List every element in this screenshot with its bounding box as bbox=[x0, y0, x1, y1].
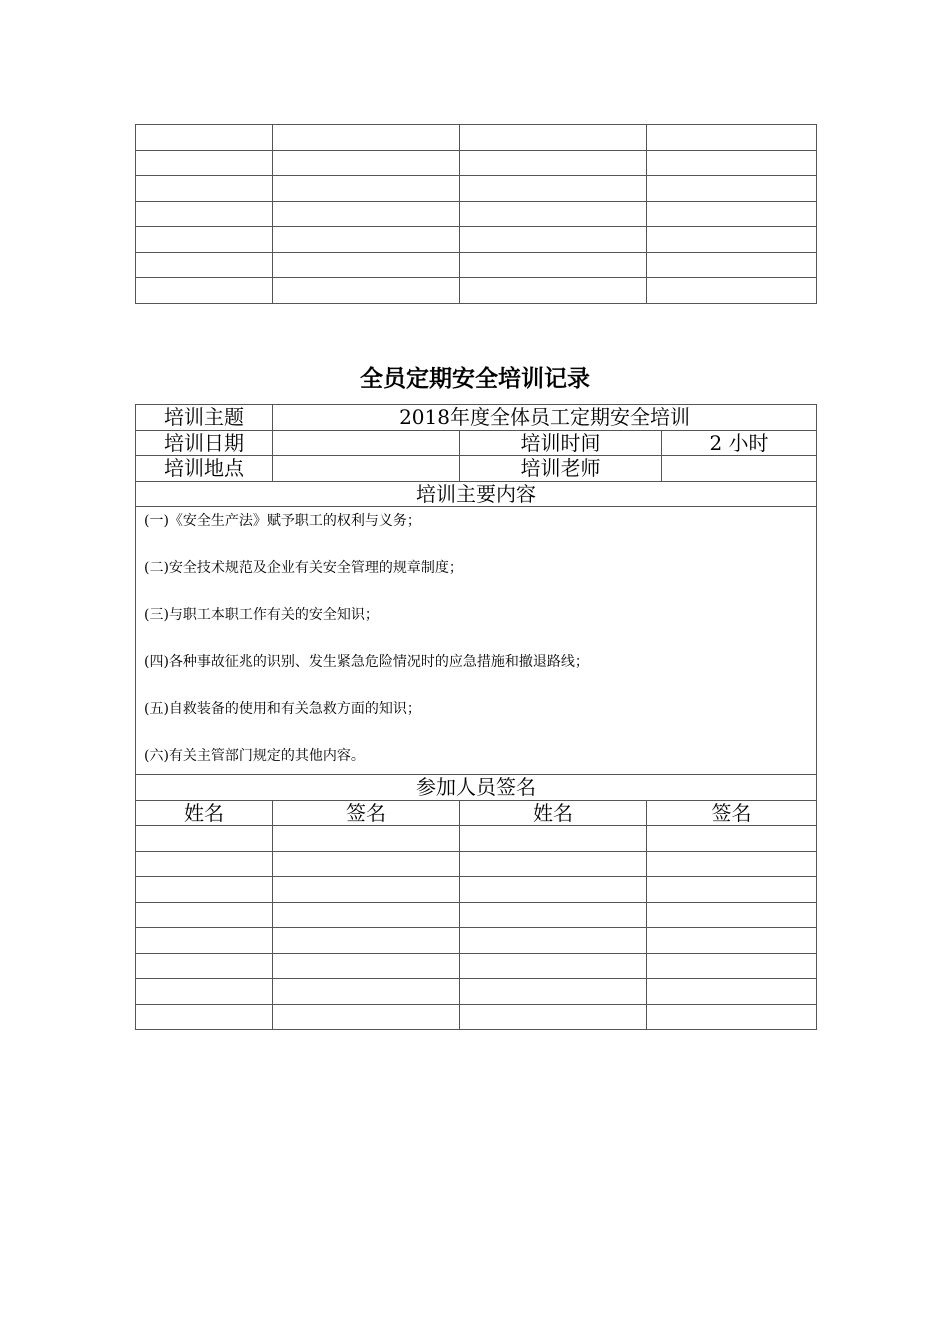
signature-column-header: 姓名 bbox=[136, 800, 273, 826]
signature-cell[interactable] bbox=[460, 150, 647, 176]
signature-header-row bbox=[136, 775, 817, 801]
signature-cell[interactable] bbox=[647, 252, 817, 278]
signature-cell[interactable] bbox=[273, 252, 460, 278]
table-row bbox=[136, 252, 817, 278]
signature-cell[interactable] bbox=[136, 252, 273, 278]
signature-cell[interactable] bbox=[460, 125, 647, 151]
signature-cell[interactable] bbox=[136, 201, 273, 227]
signature-cell[interactable] bbox=[647, 125, 817, 151]
content-item: (四)各种事故征兆的识别、发生紧急危险情况时的应急措施和撤退路线； bbox=[144, 654, 589, 670]
date-time-row bbox=[136, 430, 817, 456]
signature-cell[interactable] bbox=[460, 979, 647, 1005]
signature-header: 参加人员签名 bbox=[136, 775, 817, 801]
signature-cell[interactable] bbox=[136, 1004, 273, 1030]
signature-cell[interactable] bbox=[460, 928, 647, 954]
place-value bbox=[273, 456, 460, 482]
topic-value: 2018年度全体员工定期安全培训 bbox=[273, 405, 817, 431]
content-row bbox=[136, 507, 817, 775]
content-item: (六)有关主管部门规定的其他内容。 bbox=[144, 748, 365, 764]
teacher-label: 培训老师 bbox=[460, 456, 662, 482]
signature-cell[interactable] bbox=[136, 928, 273, 954]
content-item: (一)《安全生产法》赋予职工的权利与义务； bbox=[144, 513, 421, 529]
signature-cell[interactable] bbox=[647, 826, 817, 852]
content-item: (五)自救装备的使用和有关急救方面的知识； bbox=[144, 701, 421, 717]
signature-cell[interactable] bbox=[136, 227, 273, 253]
signature-cell[interactable] bbox=[273, 227, 460, 253]
signature-cell[interactable] bbox=[273, 150, 460, 176]
signature-cell[interactable] bbox=[460, 176, 647, 202]
signature-cell[interactable] bbox=[136, 953, 273, 979]
date-value bbox=[273, 430, 460, 456]
table-row bbox=[136, 201, 817, 227]
signature-cell[interactable] bbox=[273, 278, 460, 304]
table-row bbox=[136, 150, 817, 176]
place-label: 培训地点 bbox=[136, 456, 273, 482]
signature-column-header: 签名 bbox=[273, 800, 460, 826]
signature-cell[interactable] bbox=[273, 1004, 460, 1030]
signature-cell[interactable] bbox=[136, 150, 273, 176]
signature-cell[interactable] bbox=[460, 227, 647, 253]
place-teacher-row bbox=[136, 456, 817, 482]
signature-cell[interactable] bbox=[647, 851, 817, 877]
table-row bbox=[136, 877, 817, 903]
signature-cell[interactable] bbox=[273, 826, 460, 852]
continued-signature-table-body bbox=[136, 125, 817, 304]
table-row bbox=[136, 125, 817, 151]
table-row bbox=[136, 278, 817, 304]
signature-column-header: 签名 bbox=[647, 800, 817, 826]
teacher-value bbox=[662, 456, 817, 482]
signature-cell[interactable] bbox=[647, 150, 817, 176]
signature-cell[interactable] bbox=[460, 826, 647, 852]
signature-cell[interactable] bbox=[136, 125, 273, 151]
content-item: (二)安全技术规范及企业有关安全管理的规章制度； bbox=[144, 560, 463, 576]
signature-cell[interactable] bbox=[460, 278, 647, 304]
topic-label: 培训主题 bbox=[136, 405, 273, 431]
signature-cell[interactable] bbox=[647, 979, 817, 1005]
signature-cell[interactable] bbox=[273, 953, 460, 979]
continued-signature-table bbox=[135, 124, 817, 304]
signature-cell[interactable] bbox=[460, 252, 647, 278]
table-row bbox=[136, 979, 817, 1005]
table-row bbox=[136, 851, 817, 877]
table-row bbox=[136, 176, 817, 202]
signature-cell[interactable] bbox=[647, 1004, 817, 1030]
signature-cell[interactable] bbox=[647, 278, 817, 304]
signature-cell[interactable] bbox=[273, 176, 460, 202]
signature-cell[interactable] bbox=[273, 928, 460, 954]
signature-column-header: 姓名 bbox=[460, 800, 647, 826]
content-list bbox=[136, 507, 817, 775]
signature-cell[interactable] bbox=[460, 953, 647, 979]
table-row bbox=[136, 928, 817, 954]
signature-cell[interactable] bbox=[647, 902, 817, 928]
date-label: 培训日期 bbox=[136, 430, 273, 456]
signature-cell[interactable] bbox=[460, 877, 647, 903]
signature-rows bbox=[136, 826, 817, 1030]
signature-cell[interactable] bbox=[273, 201, 460, 227]
signature-cell[interactable] bbox=[647, 928, 817, 954]
table-row bbox=[136, 227, 817, 253]
table-row bbox=[136, 953, 817, 979]
signature-cell[interactable] bbox=[273, 851, 460, 877]
time-label: 培训时间 bbox=[460, 430, 662, 456]
signature-cell[interactable] bbox=[136, 826, 273, 852]
content-header: 培训主要内容 bbox=[136, 481, 817, 507]
signature-cell[interactable] bbox=[136, 979, 273, 1005]
signature-cell[interactable] bbox=[647, 227, 817, 253]
table-row bbox=[136, 826, 817, 852]
signature-columns-row bbox=[136, 800, 817, 826]
signature-cell[interactable] bbox=[647, 201, 817, 227]
signature-cell[interactable] bbox=[273, 979, 460, 1005]
table-row bbox=[136, 1004, 817, 1030]
time-value: 2 小时 bbox=[662, 430, 817, 456]
signature-cell[interactable] bbox=[273, 877, 460, 903]
signature-cell[interactable] bbox=[273, 125, 460, 151]
content-header-row bbox=[136, 481, 817, 507]
signature-cell[interactable] bbox=[460, 201, 647, 227]
training-record-table bbox=[135, 404, 817, 1030]
topic-row bbox=[136, 405, 817, 431]
signature-cell[interactable] bbox=[136, 902, 273, 928]
table-row bbox=[136, 902, 817, 928]
page-title: 全员定期安全培训记录 bbox=[360, 365, 590, 392]
signature-cell[interactable] bbox=[460, 1004, 647, 1030]
signature-cell[interactable] bbox=[136, 278, 273, 304]
signature-cell[interactable] bbox=[136, 877, 273, 903]
signature-cell[interactable] bbox=[136, 851, 273, 877]
signature-cell[interactable] bbox=[647, 176, 817, 202]
signature-cell[interactable] bbox=[647, 877, 817, 903]
signature-cell[interactable] bbox=[136, 176, 273, 202]
signature-cell[interactable] bbox=[273, 902, 460, 928]
signature-cell[interactable] bbox=[460, 902, 647, 928]
content-item: (三)与职工本职工作有关的安全知识； bbox=[144, 607, 379, 623]
signature-cell[interactable] bbox=[460, 851, 647, 877]
signature-cell[interactable] bbox=[647, 953, 817, 979]
